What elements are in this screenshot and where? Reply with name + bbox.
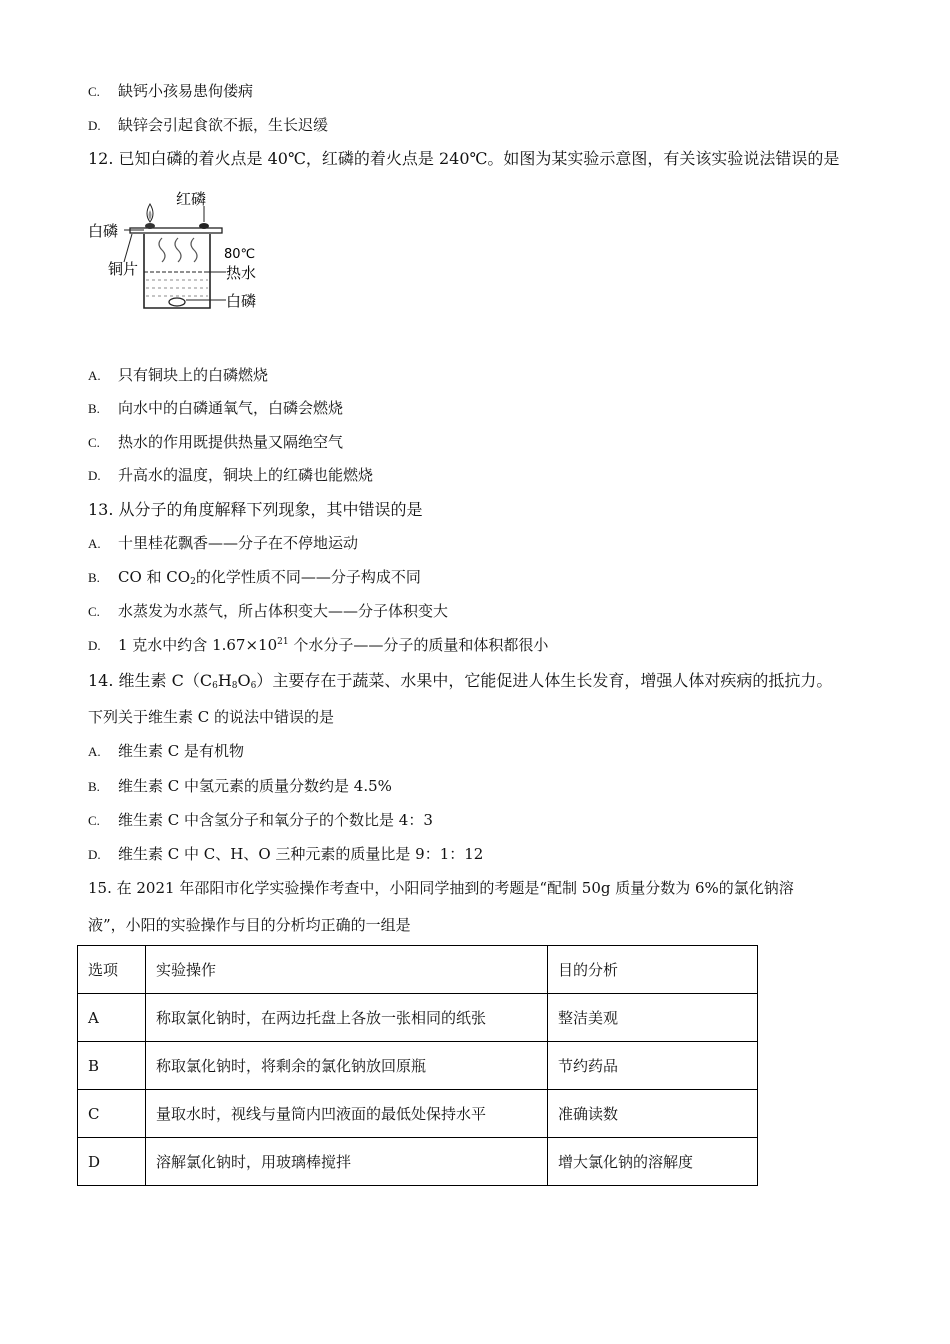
- table-cell: D: [78, 1138, 146, 1186]
- q13-option-b: B. CO 和 $CO_2$的化学性质不同——分子构成不同: [88, 568, 421, 587]
- table-row: [78, 1090, 758, 1138]
- q12-option-d: D. 升高水的温度，铜块上的红磷也能燃烧: [88, 466, 374, 484]
- table-cell: B: [78, 1042, 146, 1090]
- table-cell: C: [78, 1090, 146, 1138]
- q12-stem: 12. 已知白磷的着火点是 40℃，红磷的着火点是 240℃。如图为某实验示意图，有关该实验说法错误的是: [88, 149, 840, 168]
- label-red-phosphorus: 红磷: [176, 190, 207, 208]
- table-cell: 称取氯化钠时，将剩余的氯化钠放回原瓶: [146, 1042, 548, 1090]
- table-cell: 量取水时，视线与量筒内凹液面的最低处保持水平: [146, 1090, 548, 1138]
- q15-stem: 15. 在 2021 年邵阳市化学实验操作考查中，小阳同学抽到的考题是“配制 50g 质量分数为 6%的氯化钠溶: [88, 879, 794, 897]
- label-hot-water: 热水: [226, 264, 257, 282]
- q12-experiment-figure: [86, 186, 268, 316]
- q13-option-c: C. 水蒸发为水蒸气，所占体积变大——分子体积变大: [88, 602, 449, 620]
- label-white-phosphorus-top: 白磷: [88, 222, 119, 240]
- q12-option-c: C. 热水的作用既提供热量又隔绝空气: [88, 433, 344, 451]
- table-cell: 溶解氯化钠时，用玻璃棒搅拌: [146, 1138, 548, 1186]
- table-header-row: [78, 946, 758, 994]
- q14-option-d: D. 维生素 C 中 C、H、O 三种元素的质量比是 9：1：12: [88, 845, 484, 863]
- q15-stem-line2: 液”，小阳的实验操作与目的分析均正确的一组是: [88, 916, 411, 934]
- table-cell: 整洁美观: [548, 994, 758, 1042]
- q14-stem-line2: 下列关于维生素 C 的说法中错误的是: [88, 708, 335, 726]
- label-copper-plate: 铜片: [108, 260, 139, 278]
- table-header-cell: 选项: [78, 946, 146, 994]
- q12-option-b: B. 向水中的白磷通氧气，白磷会燃烧: [88, 399, 344, 417]
- table-cell: 节约药品: [548, 1042, 758, 1090]
- q11-option-c: C. 缺钙小孩易患佝偻病: [88, 82, 254, 100]
- table-header-cell: 目的分析: [548, 946, 758, 994]
- table-cell: 称取氯化钠时，在两边托盘上各放一张相同的纸张: [146, 994, 548, 1042]
- table-cell: 增大氯化钠的溶解度: [548, 1138, 758, 1186]
- q14-option-a: A. 维生素 C 是有机物: [88, 742, 245, 760]
- q13-option-d: D. 1 克水中约含 $1.67\times 10^{21}$ 个水分子——分子的质量和体积都很小: [88, 636, 549, 654]
- q15-options-table: [77, 945, 758, 1186]
- table-cell: 准确读数: [548, 1090, 758, 1138]
- label-temperature: 80℃: [224, 247, 256, 262]
- q11-option-d: D. 缺锌会引起食欲不振，生长迟缓: [88, 116, 329, 134]
- q14-stem: 14. 维生素 $C(C_6H_8O_6)$主要存在于蔬菜、水果中，它能促进人体生长发育，增强人体对疾病的抵抗力。: [88, 671, 833, 691]
- table-row: [78, 1042, 758, 1090]
- q13-stem: 13. 从分子的角度解释下列现象，其中错误的是: [88, 500, 423, 519]
- q14-option-c: C. 维生素 C 中含氢分子和氧分子的个数比是 4：3: [88, 811, 433, 829]
- table-row: [78, 1138, 758, 1186]
- table-row: [78, 994, 758, 1042]
- q13-option-a: A. 十里桂花飘香——分子在不停地运动: [88, 534, 359, 552]
- q14-option-b: B. 维生素 C 中氢元素的质量分数约是 4.5%: [88, 777, 392, 795]
- table-cell: A: [78, 994, 146, 1042]
- label-white-phosphorus-bottom: 白磷: [226, 292, 257, 310]
- q12-option-a: A. 只有铜块上的白磷燃烧: [88, 366, 269, 384]
- table-header-cell: 实验操作: [146, 946, 548, 994]
